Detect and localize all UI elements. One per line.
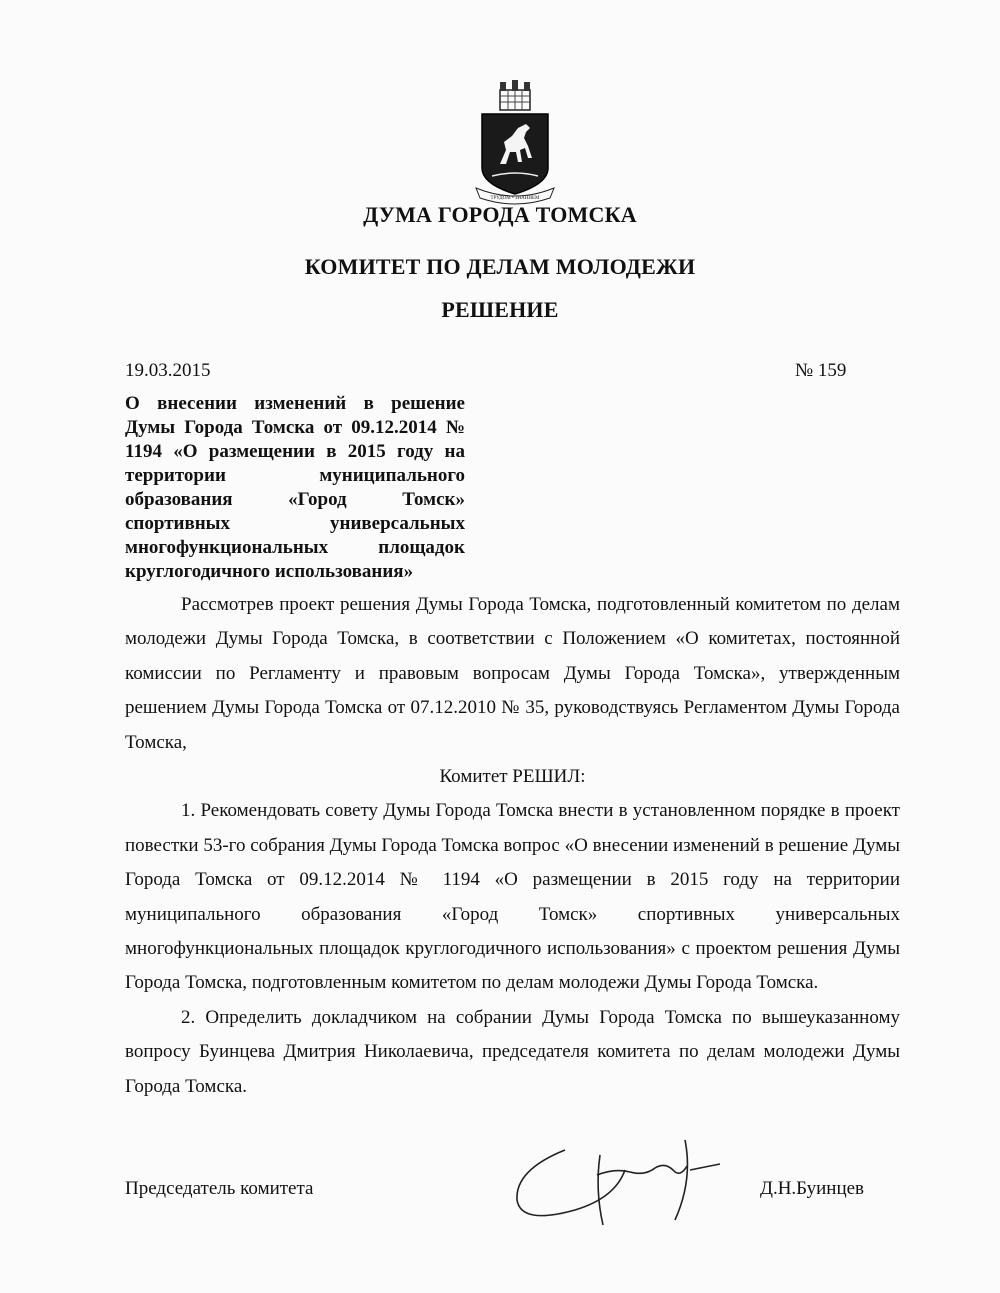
- handwritten-signature-icon: [505, 1130, 735, 1235]
- resolution-item-1: 1. Рекомендовать совету Думы Города Томска внести в установленном порядке в проект повестки 53-го собрания Думы Города Томска вопрос «О внесении изменений в решение Думы Города Томска от 09.12.2014 № 1194 «О размещении в 2015 году на территории муниципального образования «Город Томск» спортивных универсальных многофункциональных площадок круглогодичного использования» с проектом решения Думы Города Томска, подготовленным комитетом по делам молодежи Думы Города Томска.: [125, 800, 900, 994]
- coat-of-arms-icon: [470, 72, 560, 208]
- signatory-position: Председатель комитета: [125, 1178, 314, 1199]
- document-type-title: РЕШЕНИЕ: [441, 297, 559, 322]
- preamble-paragraph: Рассмотрев проект решения Думы Города Томска, подготовленный комитетом по делам молодежи Думы Города Томска, в соответствии с Положением «О комитетах, постоянной комиссии по Регламенту и правовым вопросам Думы Города Томска», утвержденным решением Думы Города Томска от 07.12.2010 № 35, руководствуясь Регламентом Думы Города Томска,: [125, 594, 900, 753]
- committee-title: КОМИТЕТ ПО ДЕЛАМ МОЛОДЕЖИ: [304, 254, 696, 279]
- document-date: 19.03.2015: [125, 360, 211, 381]
- resolution-heading: Комитет РЕШИЛ:: [439, 766, 586, 788]
- document-body: [125, 588, 900, 1104]
- document-number: № 159: [795, 360, 847, 381]
- crown-icon: [500, 80, 530, 110]
- emblem-motto: ТРУДОМ • ЗНАНИЕМ: [490, 196, 540, 201]
- resolution-item-2: 2. Определить докладчиком на собрании Думы Города Томска по вышеуказанному вопросу Буинцева Дмитрия Николаевича, председателя комитета по делам молодежи Думы Города Томска.: [125, 1006, 900, 1097]
- signatory-name: Д.Н.Буинцев: [760, 1178, 865, 1199]
- document-subject: О внесении изменений в решение Думы Города Томска от 09.12.2014 № 1194 «О размещении в 2015 году на территории муниципального образования «Город Томск» спортивных универсальных многофункциональных площадок круглогодичного использования»: [125, 393, 465, 582]
- organization-title: ДУМА ГОРОДА ТОМСКА: [363, 202, 637, 227]
